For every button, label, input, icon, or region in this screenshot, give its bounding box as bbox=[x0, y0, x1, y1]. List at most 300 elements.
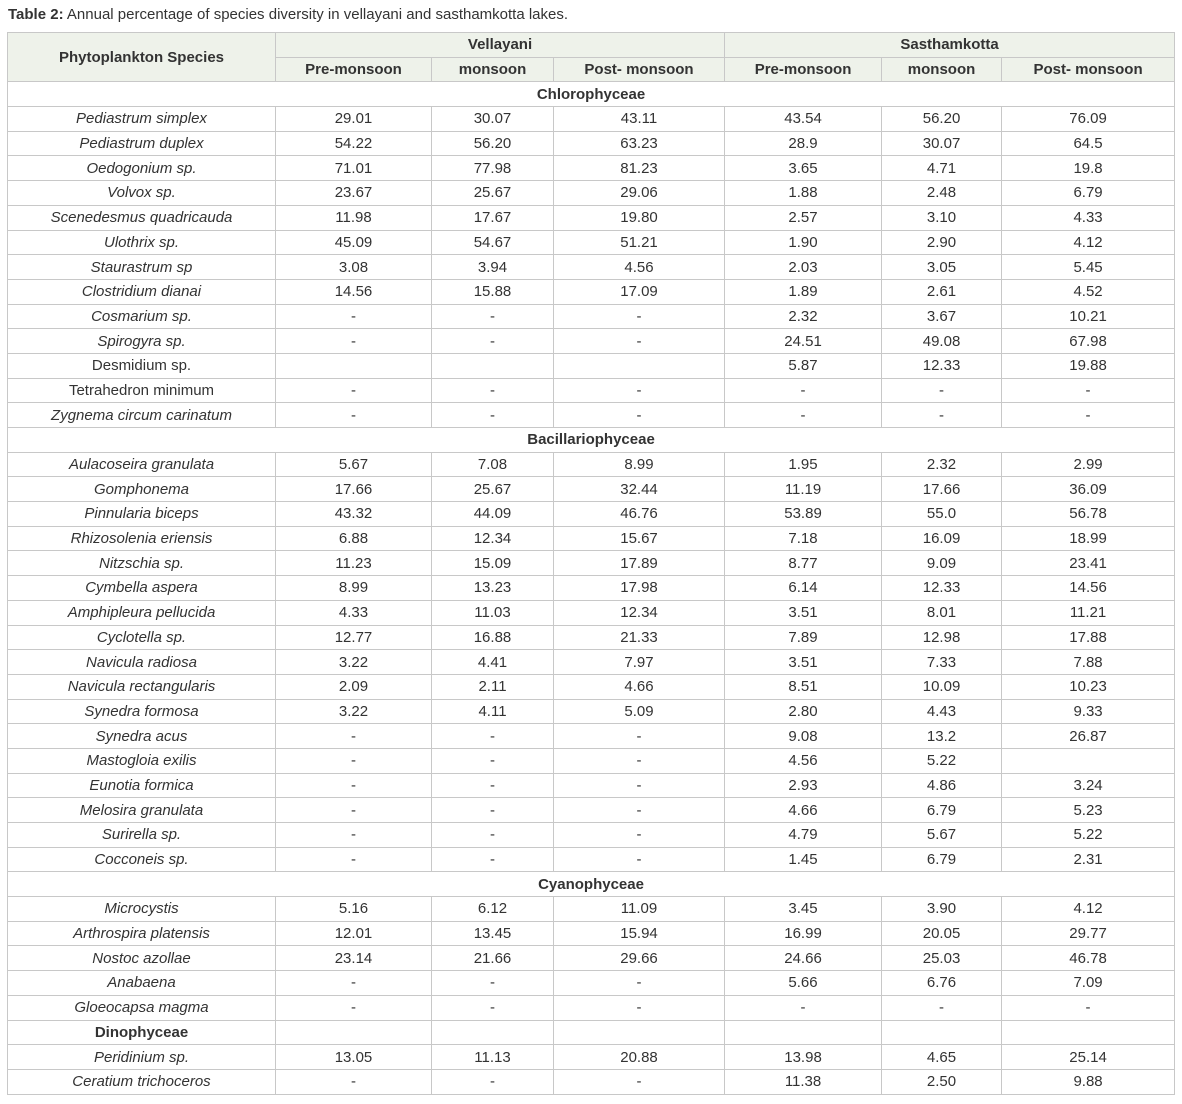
value-cell: 13.45 bbox=[432, 921, 554, 946]
value-cell: 2.57 bbox=[725, 205, 882, 230]
value-cell: - bbox=[554, 823, 725, 848]
value-cell: 8.99 bbox=[554, 452, 725, 477]
value-cell: 3.22 bbox=[276, 699, 432, 724]
value-cell: 54.67 bbox=[432, 230, 554, 255]
header-row-lakes bbox=[8, 33, 1175, 58]
table-row bbox=[8, 897, 1175, 922]
species-name: Staurastrum sp bbox=[8, 255, 276, 280]
value-cell: - bbox=[432, 378, 554, 403]
value-cell: 49.08 bbox=[882, 329, 1002, 354]
value-cell: 4.11 bbox=[432, 699, 554, 724]
value-cell: 1.88 bbox=[725, 181, 882, 206]
species-name: Synedra acus bbox=[8, 724, 276, 749]
value-cell: 43.54 bbox=[725, 107, 882, 132]
value-cell: - bbox=[554, 847, 725, 872]
species-name: Surirella sp. bbox=[8, 823, 276, 848]
species-name: Volvox sp. bbox=[8, 181, 276, 206]
value-cell: 9.88 bbox=[1002, 1069, 1175, 1094]
value-cell: 5.66 bbox=[725, 971, 882, 996]
value-cell: - bbox=[276, 748, 432, 773]
value-cell: 4.56 bbox=[554, 255, 725, 280]
species-name: Nitzschia sp. bbox=[8, 551, 276, 576]
value-cell: 56.20 bbox=[882, 107, 1002, 132]
value-cell: 29.66 bbox=[554, 946, 725, 971]
value-cell: - bbox=[276, 1069, 432, 1094]
value-cell: 9.33 bbox=[1002, 699, 1175, 724]
table-row bbox=[8, 823, 1175, 848]
value-cell: 8.51 bbox=[725, 674, 882, 699]
value-cell: 12.77 bbox=[276, 625, 432, 650]
value-cell: 9.08 bbox=[725, 724, 882, 749]
table-row bbox=[8, 477, 1175, 502]
value-cell: - bbox=[432, 1069, 554, 1094]
value-cell: - bbox=[276, 995, 432, 1020]
value-cell: 56.78 bbox=[1002, 502, 1175, 527]
table-row bbox=[8, 798, 1175, 823]
group-name: Dinophyceae bbox=[8, 1020, 276, 1045]
value-cell: 17.09 bbox=[554, 279, 725, 304]
value-cell: 8.01 bbox=[882, 600, 1002, 625]
species-name: Cymbella aspera bbox=[8, 576, 276, 601]
value-cell: 5.22 bbox=[1002, 823, 1175, 848]
value-cell: 4.86 bbox=[882, 773, 1002, 798]
value-cell bbox=[432, 353, 554, 378]
value-cell: 20.05 bbox=[882, 921, 1002, 946]
value-cell: - bbox=[276, 773, 432, 798]
species-name: Tetrahedron minimum bbox=[8, 378, 276, 403]
value-cell: - bbox=[276, 724, 432, 749]
value-cell: 11.98 bbox=[276, 205, 432, 230]
table-row bbox=[8, 995, 1175, 1020]
value-cell: 4.52 bbox=[1002, 279, 1175, 304]
value-cell: 4.12 bbox=[1002, 230, 1175, 255]
value-cell: 2.80 bbox=[725, 699, 882, 724]
species-name: Navicula radiosa bbox=[8, 650, 276, 675]
value-cell: - bbox=[1002, 995, 1175, 1020]
value-cell: 3.94 bbox=[432, 255, 554, 280]
species-name: Amphipleura pellucida bbox=[8, 600, 276, 625]
value-cell: 2.93 bbox=[725, 773, 882, 798]
value-cell: - bbox=[882, 378, 1002, 403]
value-cell: 20.88 bbox=[554, 1045, 725, 1070]
value-cell: 14.56 bbox=[1002, 576, 1175, 601]
species-name: Nostoc azollae bbox=[8, 946, 276, 971]
value-cell: - bbox=[882, 403, 1002, 428]
value-cell: 17.88 bbox=[1002, 625, 1175, 650]
value-cell: 3.51 bbox=[725, 650, 882, 675]
value-cell: - bbox=[554, 724, 725, 749]
table-row bbox=[8, 230, 1175, 255]
value-cell: 2.09 bbox=[276, 674, 432, 699]
value-cell: 63.23 bbox=[554, 131, 725, 156]
value-cell: 2.11 bbox=[432, 674, 554, 699]
value-cell: 23.14 bbox=[276, 946, 432, 971]
value-cell: 25.67 bbox=[432, 181, 554, 206]
value-cell: 25.03 bbox=[882, 946, 1002, 971]
value-cell: 3.22 bbox=[276, 650, 432, 675]
value-cell: 71.01 bbox=[276, 156, 432, 181]
value-cell: - bbox=[554, 304, 725, 329]
value-cell: 6.12 bbox=[432, 897, 554, 922]
value-cell: - bbox=[554, 378, 725, 403]
value-cell: 4.33 bbox=[1002, 205, 1175, 230]
value-cell: 2.03 bbox=[725, 255, 882, 280]
table-row bbox=[8, 600, 1175, 625]
value-cell: 23.41 bbox=[1002, 551, 1175, 576]
value-cell: 29.77 bbox=[1002, 921, 1175, 946]
value-cell bbox=[554, 353, 725, 378]
value-cell: 28.9 bbox=[725, 131, 882, 156]
value-cell: 32.44 bbox=[554, 477, 725, 502]
value-cell: 7.18 bbox=[725, 526, 882, 551]
value-cell: - bbox=[1002, 403, 1175, 428]
value-cell: 11.09 bbox=[554, 897, 725, 922]
value-cell: 7.97 bbox=[554, 650, 725, 675]
value-cell: 11.23 bbox=[276, 551, 432, 576]
species-name: Oedogonium sp. bbox=[8, 156, 276, 181]
value-cell: 15.88 bbox=[432, 279, 554, 304]
table-row bbox=[8, 921, 1175, 946]
value-cell: 4.41 bbox=[432, 650, 554, 675]
value-cell: 17.67 bbox=[432, 205, 554, 230]
species-name: Arthrospira platensis bbox=[8, 921, 276, 946]
value-cell: 1.95 bbox=[725, 452, 882, 477]
value-cell: 2.32 bbox=[882, 452, 1002, 477]
table-row bbox=[8, 748, 1175, 773]
value-cell: 1.89 bbox=[725, 279, 882, 304]
value-cell: 81.23 bbox=[554, 156, 725, 181]
value-cell: 3.65 bbox=[725, 156, 882, 181]
value-cell: 54.22 bbox=[276, 131, 432, 156]
table-row bbox=[8, 773, 1175, 798]
value-cell: 15.67 bbox=[554, 526, 725, 551]
species-name: Synedra formosa bbox=[8, 699, 276, 724]
table-row bbox=[8, 181, 1175, 206]
value-cell: 16.88 bbox=[432, 625, 554, 650]
value-cell: - bbox=[1002, 378, 1175, 403]
header-season: Post- monsoon bbox=[1002, 57, 1175, 82]
value-cell: 3.45 bbox=[725, 897, 882, 922]
value-cell: 17.66 bbox=[882, 477, 1002, 502]
value-cell: 5.87 bbox=[725, 353, 882, 378]
table-row bbox=[8, 452, 1175, 477]
table-row bbox=[8, 650, 1175, 675]
value-cell: 12.34 bbox=[554, 600, 725, 625]
table-row bbox=[8, 971, 1175, 996]
header-season: Pre-monsoon bbox=[276, 57, 432, 82]
value-cell: 5.16 bbox=[276, 897, 432, 922]
species-name: Spirogyra sp. bbox=[8, 329, 276, 354]
value-cell: 30.07 bbox=[432, 107, 554, 132]
species-name: Clostridium dianai bbox=[8, 279, 276, 304]
value-cell: - bbox=[554, 773, 725, 798]
table-row bbox=[8, 156, 1175, 181]
value-cell: 13.2 bbox=[882, 724, 1002, 749]
value-cell: - bbox=[725, 378, 882, 403]
value-cell: 6.88 bbox=[276, 526, 432, 551]
value-cell: 13.05 bbox=[276, 1045, 432, 1070]
species-diversity-table bbox=[7, 32, 1175, 1095]
species-name: Microcystis bbox=[8, 897, 276, 922]
value-cell: 17.89 bbox=[554, 551, 725, 576]
value-cell: - bbox=[276, 847, 432, 872]
value-cell: 3.08 bbox=[276, 255, 432, 280]
value-cell: - bbox=[432, 995, 554, 1020]
value-cell: 13.98 bbox=[725, 1045, 882, 1070]
value-cell: 5.23 bbox=[1002, 798, 1175, 823]
value-cell: - bbox=[276, 378, 432, 403]
value-cell: 3.90 bbox=[882, 897, 1002, 922]
value-cell: 11.03 bbox=[432, 600, 554, 625]
value-cell: 44.09 bbox=[432, 502, 554, 527]
value-cell: 7.08 bbox=[432, 452, 554, 477]
table-caption bbox=[8, 5, 568, 25]
value-cell: 23.67 bbox=[276, 181, 432, 206]
table-row bbox=[8, 847, 1175, 872]
value-cell: - bbox=[432, 773, 554, 798]
value-cell: 3.67 bbox=[882, 304, 1002, 329]
value-cell: 12.01 bbox=[276, 921, 432, 946]
empty-cell bbox=[725, 1020, 882, 1045]
group-name: Chlorophyceae bbox=[8, 82, 1175, 107]
value-cell: - bbox=[432, 304, 554, 329]
value-cell: 2.50 bbox=[882, 1069, 1002, 1094]
table-row bbox=[8, 279, 1175, 304]
table-row bbox=[8, 625, 1175, 650]
value-cell: - bbox=[432, 823, 554, 848]
table-row bbox=[8, 304, 1175, 329]
value-cell: - bbox=[554, 995, 725, 1020]
value-cell: 4.65 bbox=[882, 1045, 1002, 1070]
species-name: Zygnema circum carinatum bbox=[8, 403, 276, 428]
value-cell: - bbox=[276, 304, 432, 329]
value-cell: 6.79 bbox=[882, 847, 1002, 872]
group-name: Bacillariophyceae bbox=[8, 428, 1175, 453]
value-cell: 4.66 bbox=[725, 798, 882, 823]
species-name: Anabaena bbox=[8, 971, 276, 996]
value-cell: 11.19 bbox=[725, 477, 882, 502]
value-cell: - bbox=[276, 329, 432, 354]
species-name: Ceratium trichoceros bbox=[8, 1069, 276, 1094]
value-cell: 18.99 bbox=[1002, 526, 1175, 551]
value-cell: 53.89 bbox=[725, 502, 882, 527]
species-name: Rhizosolenia eriensis bbox=[8, 526, 276, 551]
value-cell: 19.80 bbox=[554, 205, 725, 230]
value-cell: 15.94 bbox=[554, 921, 725, 946]
value-cell: 25.67 bbox=[432, 477, 554, 502]
species-name: Melosira granulata bbox=[8, 798, 276, 823]
species-name: Gloeocapsa magma bbox=[8, 995, 276, 1020]
value-cell: 2.99 bbox=[1002, 452, 1175, 477]
value-cell: 4.56 bbox=[725, 748, 882, 773]
value-cell: 17.66 bbox=[276, 477, 432, 502]
value-cell: 56.20 bbox=[432, 131, 554, 156]
species-name: Pediastrum simplex bbox=[8, 107, 276, 132]
species-name: Ulothrix sp. bbox=[8, 230, 276, 255]
value-cell: 12.33 bbox=[882, 353, 1002, 378]
species-name: Pinnularia biceps bbox=[8, 502, 276, 527]
value-cell: 5.22 bbox=[882, 748, 1002, 773]
species-name: Cocconeis sp. bbox=[8, 847, 276, 872]
value-cell: 15.09 bbox=[432, 551, 554, 576]
value-cell: - bbox=[276, 403, 432, 428]
value-cell: 21.33 bbox=[554, 625, 725, 650]
value-cell: 26.87 bbox=[1002, 724, 1175, 749]
value-cell: - bbox=[432, 847, 554, 872]
table-row bbox=[8, 378, 1175, 403]
value-cell: 16.09 bbox=[882, 526, 1002, 551]
table-row bbox=[8, 576, 1175, 601]
table-row bbox=[8, 353, 1175, 378]
value-cell: 4.43 bbox=[882, 699, 1002, 724]
value-cell: 67.98 bbox=[1002, 329, 1175, 354]
value-cell: 5.45 bbox=[1002, 255, 1175, 280]
value-cell bbox=[276, 353, 432, 378]
table-row bbox=[8, 1069, 1175, 1094]
value-cell: - bbox=[432, 329, 554, 354]
value-cell: 10.23 bbox=[1002, 674, 1175, 699]
header-season: monsoon bbox=[432, 57, 554, 82]
value-cell: 55.0 bbox=[882, 502, 1002, 527]
value-cell: 6.79 bbox=[882, 798, 1002, 823]
value-cell: - bbox=[554, 1069, 725, 1094]
value-cell: 29.01 bbox=[276, 107, 432, 132]
species-name: Eunotia formica bbox=[8, 773, 276, 798]
value-cell: 11.21 bbox=[1002, 600, 1175, 625]
table-row bbox=[8, 946, 1175, 971]
value-cell: 77.98 bbox=[432, 156, 554, 181]
header-lake-vellayani: Vellayani bbox=[276, 33, 725, 58]
value-cell: 4.12 bbox=[1002, 897, 1175, 922]
value-cell: - bbox=[276, 823, 432, 848]
table-row bbox=[8, 255, 1175, 280]
table-row bbox=[8, 205, 1175, 230]
value-cell: 8.77 bbox=[725, 551, 882, 576]
value-cell: 11.13 bbox=[432, 1045, 554, 1070]
value-cell: 1.90 bbox=[725, 230, 882, 255]
value-cell: - bbox=[276, 971, 432, 996]
value-cell: 2.90 bbox=[882, 230, 1002, 255]
header-season: monsoon bbox=[882, 57, 1002, 82]
table-row bbox=[8, 329, 1175, 354]
value-cell: 12.33 bbox=[882, 576, 1002, 601]
species-name: Desmidium sp. bbox=[8, 353, 276, 378]
header-season: Post- monsoon bbox=[554, 57, 725, 82]
header-season: Pre-monsoon bbox=[725, 57, 882, 82]
value-cell: 2.61 bbox=[882, 279, 1002, 304]
value-cell: - bbox=[725, 995, 882, 1020]
value-cell: 12.34 bbox=[432, 526, 554, 551]
table-row bbox=[8, 526, 1175, 551]
value-cell: 10.21 bbox=[1002, 304, 1175, 329]
value-cell: 3.51 bbox=[725, 600, 882, 625]
value-cell: - bbox=[882, 995, 1002, 1020]
value-cell: 21.66 bbox=[432, 946, 554, 971]
value-cell: - bbox=[554, 403, 725, 428]
species-name: Navicula rectangularis bbox=[8, 674, 276, 699]
value-cell: 43.11 bbox=[554, 107, 725, 132]
value-cell: 2.48 bbox=[882, 181, 1002, 206]
table-row bbox=[8, 724, 1175, 749]
table-row bbox=[8, 674, 1175, 699]
species-name: Pediastrum duplex bbox=[8, 131, 276, 156]
value-cell: 6.79 bbox=[1002, 181, 1175, 206]
value-cell: 29.06 bbox=[554, 181, 725, 206]
value-cell: - bbox=[725, 403, 882, 428]
value-cell: 45.09 bbox=[276, 230, 432, 255]
value-cell: 11.38 bbox=[725, 1069, 882, 1094]
value-cell: 19.8 bbox=[1002, 156, 1175, 181]
group-row bbox=[8, 872, 1175, 897]
value-cell: 14.56 bbox=[276, 279, 432, 304]
empty-cell bbox=[1002, 1020, 1175, 1045]
value-cell: 6.76 bbox=[882, 971, 1002, 996]
value-cell: 46.78 bbox=[1002, 946, 1175, 971]
value-cell: 2.31 bbox=[1002, 847, 1175, 872]
value-cell: - bbox=[432, 798, 554, 823]
value-cell: 51.21 bbox=[554, 230, 725, 255]
species-name: Cosmarium sp. bbox=[8, 304, 276, 329]
value-cell: 43.32 bbox=[276, 502, 432, 527]
value-cell: 24.66 bbox=[725, 946, 882, 971]
empty-cell bbox=[276, 1020, 432, 1045]
species-name: Scenedesmus quadricauda bbox=[8, 205, 276, 230]
table-row bbox=[8, 131, 1175, 156]
value-cell: - bbox=[432, 748, 554, 773]
value-cell: 30.07 bbox=[882, 131, 1002, 156]
value-cell: 76.09 bbox=[1002, 107, 1175, 132]
table-body bbox=[8, 82, 1175, 1094]
value-cell: 4.33 bbox=[276, 600, 432, 625]
species-name: Gomphonema bbox=[8, 477, 276, 502]
value-cell: 8.99 bbox=[276, 576, 432, 601]
value-cell: 4.66 bbox=[554, 674, 725, 699]
table-row bbox=[8, 699, 1175, 724]
value-cell: - bbox=[432, 971, 554, 996]
value-cell: - bbox=[432, 403, 554, 428]
value-cell: 64.5 bbox=[1002, 131, 1175, 156]
value-cell: 7.09 bbox=[1002, 971, 1175, 996]
group-row bbox=[8, 428, 1175, 453]
empty-cell bbox=[554, 1020, 725, 1045]
value-cell: 3.05 bbox=[882, 255, 1002, 280]
species-name: Cyclotella sp. bbox=[8, 625, 276, 650]
value-cell bbox=[1002, 748, 1175, 773]
value-cell: 17.98 bbox=[554, 576, 725, 601]
header-species: Phytoplankton Species bbox=[8, 33, 276, 82]
table-row bbox=[8, 1045, 1175, 1070]
value-cell: 13.23 bbox=[432, 576, 554, 601]
value-cell: 16.99 bbox=[725, 921, 882, 946]
value-cell: 4.71 bbox=[882, 156, 1002, 181]
value-cell: 25.14 bbox=[1002, 1045, 1175, 1070]
value-cell: 9.09 bbox=[882, 551, 1002, 576]
value-cell: 4.79 bbox=[725, 823, 882, 848]
value-cell: 5.67 bbox=[882, 823, 1002, 848]
value-cell: 19.88 bbox=[1002, 353, 1175, 378]
value-cell: 46.76 bbox=[554, 502, 725, 527]
caption-label: Table 2: bbox=[8, 6, 64, 23]
value-cell: 5.67 bbox=[276, 452, 432, 477]
value-cell: 7.88 bbox=[1002, 650, 1175, 675]
group-row bbox=[8, 82, 1175, 107]
table-row bbox=[8, 403, 1175, 428]
value-cell: 3.24 bbox=[1002, 773, 1175, 798]
value-cell: 24.51 bbox=[725, 329, 882, 354]
table-row bbox=[8, 502, 1175, 527]
value-cell: 3.10 bbox=[882, 205, 1002, 230]
value-cell: 5.09 bbox=[554, 699, 725, 724]
